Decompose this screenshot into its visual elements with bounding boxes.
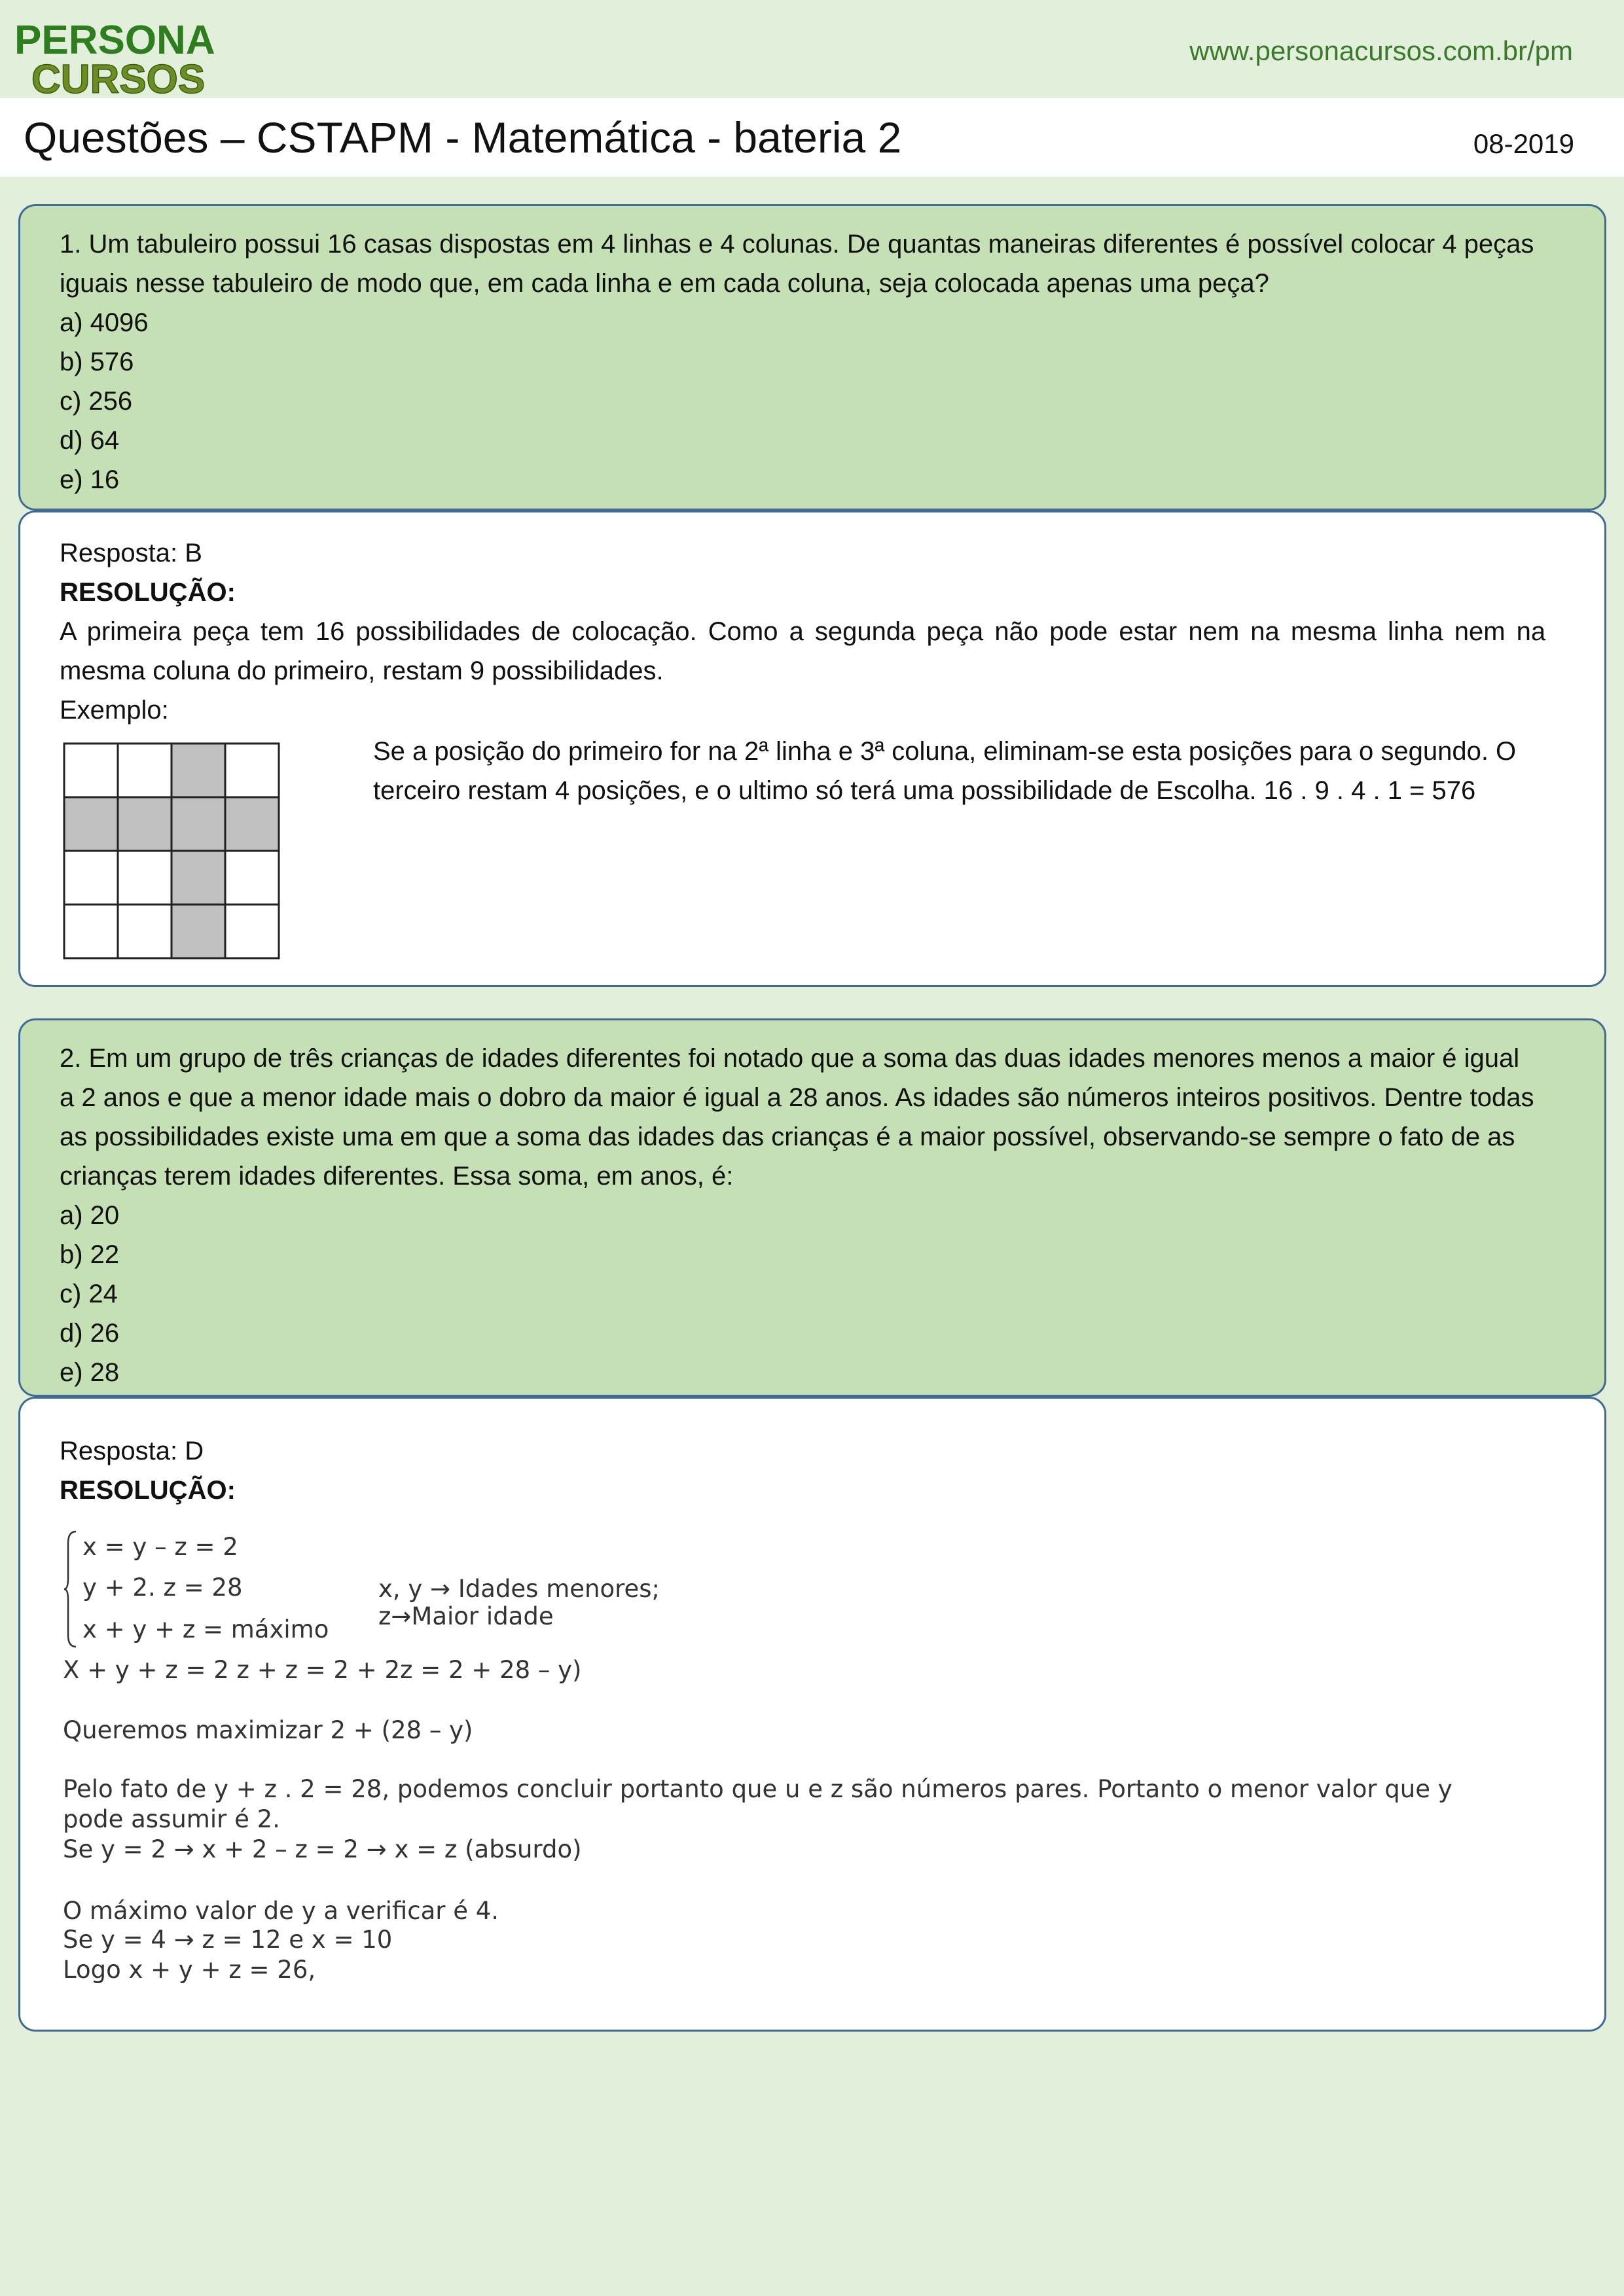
equation-case-y2: Se y = 2 → x + 2 – z = 2 → x = z (absurdo) bbox=[63, 1835, 582, 1863]
page-title: Questões – CSTAPM - Matemática - bateria 2 bbox=[24, 113, 902, 162]
question-2-line-2: a 2 anos e que a menor idade mais o dobro da maior é igual a 28 anos. As idades são números inteiros positivos. Dentre todas bbox=[60, 1083, 1534, 1112]
board-cell-r3-c2 bbox=[118, 851, 171, 905]
equation-maximize: Queremos maximizar 2 + (28 – y) bbox=[63, 1716, 473, 1744]
board-cell-r3-c4 bbox=[225, 851, 279, 905]
board-cell-r1-c1 bbox=[64, 744, 118, 797]
persona-cursos-logo bbox=[14, 20, 250, 98]
equation-parity-line-1: Pelo fato de y + z . 2 = 28, podemos concluir portanto que u e z são números pares. Portanto o menor valor que y bbox=[63, 1775, 1453, 1803]
answer-1-label: Resposta: B bbox=[60, 539, 202, 567]
question-2-option-c: c) 24 bbox=[60, 1280, 118, 1308]
board-cell-r2-c2 bbox=[118, 797, 171, 851]
board-cell-r1-c3 bbox=[171, 744, 225, 797]
board-cell-r4-c3 bbox=[171, 905, 225, 958]
question-1-option-e: e) 16 bbox=[60, 465, 120, 494]
board-cell-r3-c3 bbox=[171, 851, 225, 905]
question-2-box bbox=[18, 1018, 1606, 1397]
board-cell-r4-c1 bbox=[64, 905, 118, 958]
board-cell-r2-c4 bbox=[225, 797, 279, 851]
question-1-line-2: iguais nesse tabuleiro de modo que, em cada linha e em cada coluna, seja colocada apenas uma peça? bbox=[60, 269, 1269, 298]
system-equation-1: x = y – z = 2 bbox=[82, 1533, 238, 1561]
board-cell-r2-c3 bbox=[171, 797, 225, 851]
equation-sum: X + y + z = 2 z + z = 2 + 2z = 2 + 28 – y) bbox=[63, 1656, 582, 1684]
board-cell-r1-c4 bbox=[225, 744, 279, 797]
board-cell-r3-c1 bbox=[64, 851, 118, 905]
question-2-line-1: 2. Em um grupo de três crianças de idades diferentes foi notado que a soma das duas idades menores menos a maior é igual bbox=[60, 1044, 1520, 1073]
question-2-option-a: a) 20 bbox=[60, 1201, 120, 1230]
question-2-line-4: crianças terem idades diferentes. Essa soma, em anos, é: bbox=[60, 1162, 734, 1191]
answer-1-paragraph-line-1: A primeira peça tem 16 possibilidades de colocação. Como a segunda peça não pode estar nem na mesma linha nem na bbox=[60, 617, 1546, 646]
question-1-option-a: a) 4096 bbox=[60, 308, 149, 337]
system-equation-2: y + 2. z = 28 bbox=[82, 1573, 243, 1602]
equation-result: Logo x + y + z = 26, bbox=[63, 1956, 316, 1984]
question-2-option-b: b) 22 bbox=[60, 1240, 120, 1269]
equation-case-y4: Se y = 4 → z = 12 e x = 10 bbox=[63, 1926, 393, 1954]
site-url[interactable]: www.personacursos.com.br/pm bbox=[1189, 35, 1573, 66]
question-1-option-c: c) 256 bbox=[60, 387, 133, 416]
page-date: 08-2019 bbox=[1473, 128, 1574, 159]
svg-text:CURSOS: CURSOS bbox=[31, 57, 206, 98]
legend-line-1: x, y → Idades menores; bbox=[378, 1575, 660, 1603]
equation-system-brace bbox=[63, 1530, 79, 1648]
equation-max-y: O máximo valor de y a verificar é 4. bbox=[63, 1897, 499, 1925]
question-2-option-d: d) 26 bbox=[60, 1319, 120, 1348]
question-1-box bbox=[18, 204, 1606, 511]
board-cell-r4-c2 bbox=[118, 905, 171, 958]
question-2-line-3: as possibilidades existe uma em que a soma das idades das crianças é a maior possível, observando-se sempre o fato de as bbox=[60, 1122, 1515, 1151]
system-equation-3: x + y + z = máximo bbox=[82, 1615, 329, 1643]
question-1-line-1: 1. Um tabuleiro possui 16 casas dispostas em 4 linhas e 4 colunas. De quantas maneiras diferentes é possível colocar 4 peças bbox=[60, 230, 1534, 259]
question-1-option-b: b) 576 bbox=[60, 348, 134, 376]
board-cell-r2-c1 bbox=[64, 797, 118, 851]
example-board-grid bbox=[63, 742, 280, 961]
question-1-option-d: d) 64 bbox=[60, 426, 120, 455]
answer-1-paragraph-line-2: mesma coluna do primeiro, restam 9 possibilidades. bbox=[60, 656, 664, 685]
answer-1-example-label: Exemplo: bbox=[60, 696, 169, 725]
board-cell-r4-c4 bbox=[225, 905, 279, 958]
answer-1-resolution-label: RESOLUÇÃO: bbox=[60, 578, 236, 607]
svg-text:PERSONA: PERSONA bbox=[14, 20, 215, 63]
legend-line-2: z→Maior idade bbox=[378, 1602, 554, 1630]
answer-2-resolution-label: RESOLUÇÃO: bbox=[60, 1476, 236, 1505]
title-bar bbox=[0, 98, 1624, 177]
example-explanation: Se a posição do primeiro for na 2ª linha e 3ª coluna, eliminam-se esta posições para o segundo. O terceiro restam 4 posições, e o ultimo só terá uma possibilidade de Escolha. 16 . 9 . 4 . 1 = 576 bbox=[373, 737, 1517, 805]
equation-parity-line-2: pode assumir é 2. bbox=[63, 1805, 280, 1833]
question-2-option-e: e) 28 bbox=[60, 1358, 120, 1387]
answer-2-label: Resposta: D bbox=[60, 1437, 204, 1465]
board-cell-r1-c2 bbox=[118, 744, 171, 797]
